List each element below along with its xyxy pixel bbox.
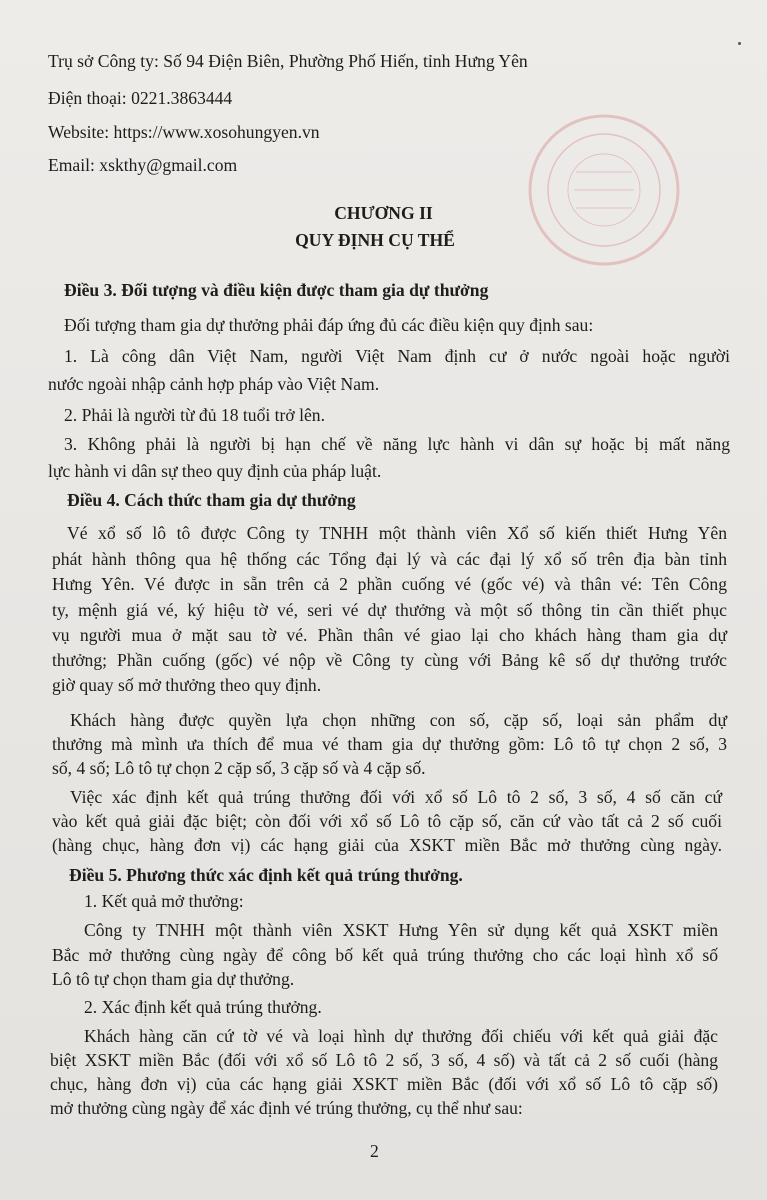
speck-mark xyxy=(738,42,741,45)
article-5-section-2-title: 2. Xác định kết quả trúng thưởng. xyxy=(84,997,322,1017)
article-3-item-3-line-2: lực hành vi dân sự theo quy định của pháp luật. xyxy=(48,461,382,481)
company-address: Trụ sở Công ty: Số 94 Điện Biên, Phường Phố Hiến, tỉnh Hưng Yên xyxy=(48,51,528,71)
article-5-section-2-line-4: mở thưởng cùng ngày để xác định vé trúng thưởng, cụ thể như sau: xyxy=(50,1098,523,1118)
article-4-heading: Điều 4. Cách thức tham gia dự thưởng xyxy=(67,490,356,510)
article-3-item-1-line-2: nước ngoài nhập cảnh hợp pháp vào Việt Nam. xyxy=(48,374,380,394)
article-4-paragraph-1-line-4: ty, mệnh giá vé, ký hiệu tờ vé, seri vé dự thưởng và một số thông tin cần thiết phục xyxy=(52,600,727,620)
article-3-item-3-line-1: 3. Không phải là người bị hạn chế về năng lực hành vi dân sự hoặc bị mất năng xyxy=(64,434,730,454)
article-4-paragraph-3-line-2: vào kết quả giải đặc biệt; còn đối với xổ số Lô tô cặp số, căn cứ vào tất cả 2 số cuối xyxy=(52,811,722,831)
chapter-title: QUY ĐỊNH CỤ THỂ xyxy=(295,230,455,250)
company-email: Email: xskthy@gmail.com xyxy=(48,155,238,175)
article-5-section-1-title: 1. Kết quả mở thưởng: xyxy=(84,891,244,911)
article-4-paragraph-2-line-2: thưởng mà mình ưa thích để mua vé tham gia dự thưởng gồm: Lô tô tự chọn 2 số, 3 xyxy=(52,734,727,754)
article-4-paragraph-3-line-3: (hàng chục, hàng đơn vị) các hạng giải của XSKT miền Bắc mở thưởng cùng ngày. xyxy=(52,835,722,855)
article-3-heading: Điều 3. Đối tượng và điều kiện được tham gia dự thưởng xyxy=(64,280,489,300)
article-4-paragraph-1-line-3: Hưng Yên. Vé được in sẵn trên cả 2 phần cuống vé (gốc vé) và thân vé: Tên Công xyxy=(52,574,727,594)
article-5-section-2-line-2: biệt XSKT miền Bắc (đối với xổ số Lô tô 2 số, 3 số, 4 số) và tất cả 2 số cuối (hàng xyxy=(50,1050,718,1070)
article-4-paragraph-1-line-6: thưởng; Phần cuống (gốc) vé nộp về Công ty cùng với Bảng kê số dự thưởng trước xyxy=(52,650,727,670)
article-3-item-2: 2. Phải là người từ đủ 18 tuổi trở lên. xyxy=(64,405,326,425)
article-4-paragraph-1-line-2: phát hành thông qua hệ thống các Tổng đại lý và các đại lý xổ số trên địa bàn tỉnh xyxy=(52,549,727,569)
company-website: Website: https://www.xosohungyen.vn xyxy=(48,122,320,142)
company-phone: Điện thoại: 0221.3863444 xyxy=(48,88,233,108)
article-5-section-1-line-3: Lô tô tự chọn tham gia dự thưởng. xyxy=(52,969,295,989)
article-5-section-1-line-2: Bắc mở thưởng cùng ngày để công bố kết quả trúng thưởng cho các loại hình xổ số xyxy=(52,945,718,965)
article-5-section-2-line-1: Khách hàng căn cứ tờ vé và loại hình dự thưởng đối chiếu với kết quả giải đặc xyxy=(84,1026,718,1046)
page-number: 2 xyxy=(370,1141,379,1161)
article-4-paragraph-2-line-1: Khách hàng được quyền lựa chọn những con số, cặp số, loại sản phẩm dự xyxy=(70,710,727,730)
article-4-paragraph-1-line-5: vụ người mua ở mặt sau tờ vé. Phần thân vé giao lại cho khách hàng tham gia dự xyxy=(52,625,727,645)
article-5-section-1-line-1: Công ty TNHH một thành viên XSKT Hưng Yên sử dụng kết quả XSKT miền xyxy=(84,920,718,940)
article-5-section-2-line-3: chục, hàng đơn vị) của các hạng giải XSKT miền Bắc (đối với xổ số Lô tô cặp số) xyxy=(50,1074,718,1094)
chapter-number: CHƯƠNG II xyxy=(334,203,433,223)
article-4-paragraph-1-line-1: Vé xổ số lô tô được Công ty TNHH một thành viên Xổ số kiến thiết Hưng Yên xyxy=(67,523,727,543)
article-4-paragraph-1-line-7: giờ quay số mở thưởng theo quy định. xyxy=(52,675,322,695)
article-4-paragraph-2-line-3: số, 4 số; Lô tô tự chọn 2 cặp số, 3 cặp số và 4 cặp số. xyxy=(52,758,426,778)
article-5-heading: Điều 5. Phương thức xác định kết quả trúng thưởng. xyxy=(69,865,463,885)
article-4-paragraph-3-line-1: Việc xác định kết quả trúng thưởng đối với xổ số Lô tô 2 số, 3 số, 4 số căn cứ xyxy=(70,787,722,807)
article-3-intro: Đối tượng tham gia dự thưởng phải đáp ứng đủ các điều kiện quy định sau: xyxy=(64,315,594,335)
article-3-item-1-line-1: 1. Là công dân Việt Nam, người Việt Nam định cư ở nước ngoài hoặc người xyxy=(64,346,730,366)
